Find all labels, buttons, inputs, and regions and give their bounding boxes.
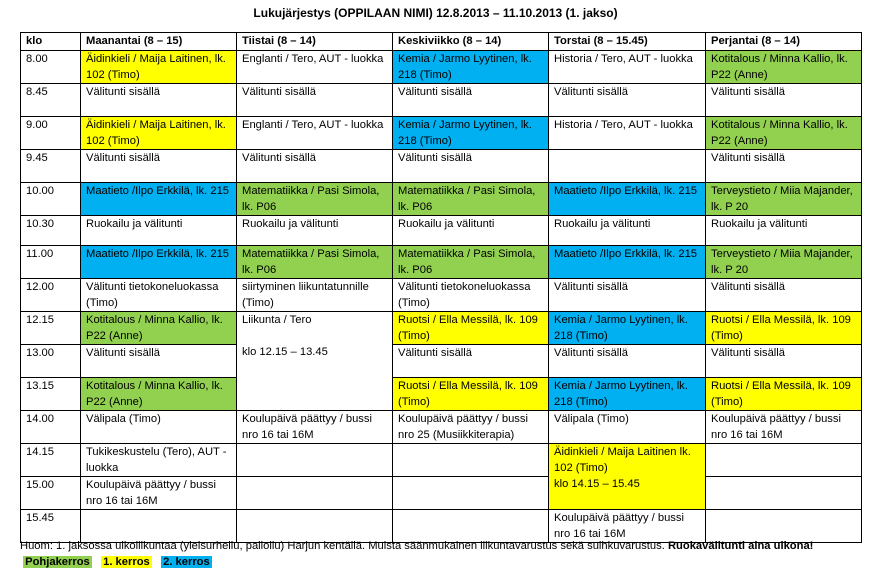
lesson-cell: Matematiikka / Pasi Simola, lk. P06	[393, 246, 549, 279]
lesson-cell: Matematiikka / Pasi Simola, lk. P06	[237, 246, 393, 279]
lesson-cell: Terveystieto / Miia Majander, lk. P 20	[706, 246, 862, 279]
end-cell: Koulupäivä päättyy / bussi nro 16 tai 16M	[237, 411, 393, 444]
lunch-cell: Ruokailu ja välitunti	[393, 216, 549, 246]
time-cell: 10.30	[21, 216, 81, 246]
legend-ground-floor: Pohjakerros	[25, 556, 90, 568]
lesson-cell: Kemia / Jarmo Lyytinen, lk. 218 (Timo)	[393, 51, 549, 84]
table-row	[21, 117, 862, 150]
break-cell: Välitunti tietokoneluokassa (Timo)	[393, 279, 549, 312]
liikunta-time: klo 12.15 – 13.45	[242, 346, 328, 358]
end-cell: Koulupäivä päättyy / bussi nro 16 tai 16M	[81, 477, 237, 510]
table-row	[21, 183, 862, 216]
break-cell: Välitunti sisällä	[706, 279, 862, 312]
lesson-cell: Terveystieto / Miia Majander, lk. P 20	[706, 183, 862, 216]
lesson-cell: Kotitalous / Minna Kallio, lk. P22 (Anne)	[706, 51, 862, 84]
table-row	[21, 411, 862, 444]
lesson-cell: Ruotsi / Ella Messilä, lk. 109 (Timo)	[393, 312, 549, 345]
break-cell: Välitunti sisällä	[237, 150, 393, 183]
lesson-cell: Historia / Tero, AUT - luokka	[549, 117, 706, 150]
lesson-cell: Maatieto /Ilpo Erkkilä, lk. 215	[81, 183, 237, 216]
break-cell: Välitunti sisällä	[393, 150, 549, 183]
legend-first-floor: 1. kerros	[103, 556, 150, 568]
footer-bold-note: Ruokavälitunti aina ulkona!	[667, 540, 814, 552]
lesson-cell: Historia / Tero, AUT - luokka	[549, 51, 706, 84]
lunch-cell: Ruokailu ja välitunti	[81, 216, 237, 246]
time-cell: 14.15	[21, 444, 81, 477]
lesson-cell: Ruotsi / Ella Messilä, lk. 109 (Timo)	[706, 378, 862, 411]
empty-cell	[237, 477, 393, 510]
header-klo: klo	[21, 33, 81, 51]
header-friday: Perjantai (8 – 14)	[706, 33, 862, 51]
lesson-cell: Kotitalous / Minna Kallio, lk. P22 (Anne)	[81, 378, 237, 411]
break-cell: Välitunti sisällä	[549, 84, 706, 117]
time-cell: 8.45	[21, 84, 81, 117]
aidinkieli-time: klo 14.15 – 15.45	[554, 478, 640, 490]
break-cell: Välitunti sisällä	[81, 84, 237, 117]
time-cell: 14.00	[21, 411, 81, 444]
table-row	[21, 312, 862, 345]
end-cell: Koulupäivä päättyy / bussi nro 25 (Musiikkiterapia)	[393, 411, 549, 444]
lesson-cell: Kemia / Jarmo Lyytinen, lk. 218 (Timo)	[549, 312, 706, 345]
lunch-cell: Ruokailu ja välitunti	[549, 216, 706, 246]
lesson-cell: Maatieto /Ilpo Erkkilä, lk. 215	[81, 246, 237, 279]
time-cell: 11.00	[21, 246, 81, 279]
time-cell: 13.15	[21, 378, 81, 411]
lesson-cell: Maatieto /Ilpo Erkkilä, lk. 215	[549, 246, 706, 279]
header-tuesday: Tiistai (8 – 14)	[237, 33, 393, 51]
break-cell: Välitunti sisällä	[706, 345, 862, 378]
schedule-table	[20, 32, 862, 543]
snack-cell: Välipala (Timo)	[81, 411, 237, 444]
lesson-cell-aidinkieli-thursday	[549, 444, 706, 510]
table-row	[21, 216, 862, 246]
header-row	[21, 33, 862, 51]
table-row	[21, 345, 862, 378]
liikunta-label: Liikunta / Tero	[242, 314, 312, 326]
lesson-cell: Kemia / Jarmo Lyytinen, lk. 218 (Timo)	[549, 378, 706, 411]
time-cell: 8.00	[21, 51, 81, 84]
end-cell: Koulupäivä päättyy / bussi nro 16 tai 16M	[549, 510, 706, 543]
lunch-cell: Ruokailu ja välitunti	[237, 216, 393, 246]
header-monday: Maanantai (8 – 15)	[81, 33, 237, 51]
empty-cell	[237, 444, 393, 477]
time-cell: 10.00	[21, 183, 81, 216]
break-cell: Välitunti sisällä	[706, 84, 862, 117]
break-cell: Välitunti sisällä	[549, 345, 706, 378]
table-row	[21, 84, 862, 117]
page-title: Lukujärjestys (OPPILAAN NIMI) 12.8.2013 – 11.10.2013 (1. jakso)	[253, 6, 618, 20]
table-row	[21, 246, 862, 279]
break-cell: Välitunti sisällä	[81, 345, 237, 378]
lunch-cell: Ruokailu ja välitunti	[706, 216, 862, 246]
legend-second-floor: 2. kerros	[163, 556, 210, 568]
aidinkieli-label: Äidinkieli / Maija Laitinen lk. 102 (Timo)	[554, 446, 691, 474]
table-row	[21, 444, 862, 477]
break-cell: Välitunti tietokoneluokassa (Timo)	[81, 279, 237, 312]
table-row	[21, 477, 862, 510]
lesson-cell: Kemia / Jarmo Lyytinen, lk. 218 (Timo)	[393, 117, 549, 150]
break-cell: Välitunti sisällä	[706, 150, 862, 183]
time-cell: 15.45	[21, 510, 81, 543]
break-cell: siirtyminen liikuntatunnille (Timo)	[237, 279, 393, 312]
break-cell: Välitunti sisällä	[393, 345, 549, 378]
table-row	[21, 150, 862, 183]
break-cell: Välitunti sisällä	[549, 279, 706, 312]
lesson-cell: Matematiikka / Pasi Simola, lk. P06	[237, 183, 393, 216]
lesson-cell: Tukikeskustelu (Tero), AUT - luokka	[81, 444, 237, 477]
lesson-cell: Äidinkieli / Maija Laitinen, lk. 102 (Timo)	[81, 51, 237, 84]
table-row	[21, 51, 862, 84]
break-cell: Välitunti sisällä	[237, 84, 393, 117]
empty-cell	[706, 444, 862, 477]
time-cell: 13.00	[21, 345, 81, 378]
empty-cell	[393, 444, 549, 477]
lesson-cell: Kotitalous / Minna Kallio, lk. P22 (Anne)	[81, 312, 237, 345]
time-cell: 15.00	[21, 477, 81, 510]
break-cell: Välitunti sisällä	[393, 84, 549, 117]
empty-cell	[393, 477, 549, 510]
break-cell: Välitunti sisällä	[81, 150, 237, 183]
footer-note	[20, 538, 860, 570]
snack-cell: Välipala (Timo)	[549, 411, 706, 444]
empty-cell	[549, 150, 706, 183]
time-cell: 9.45	[21, 150, 81, 183]
empty-cell	[706, 477, 862, 510]
lesson-cell: Englanti / Tero, AUT - luokka	[237, 117, 393, 150]
time-cell: 12.00	[21, 279, 81, 312]
lesson-cell: Ruotsi / Ella Messilä, lk. 109 (Timo)	[706, 312, 862, 345]
lesson-cell-liikunta	[237, 312, 393, 411]
time-cell: 9.00	[21, 117, 81, 150]
time-cell: 12.15	[21, 312, 81, 345]
table-row	[21, 279, 862, 312]
header-thursday: Torstai (8 – 15.45)	[549, 33, 706, 51]
header-wednesday: Keskiviikko (8 – 14)	[393, 33, 549, 51]
lesson-cell: Äidinkieli / Maija Laitinen, lk. 102 (Timo)	[81, 117, 237, 150]
lesson-cell: Matematiikka / Pasi Simola, lk. P06	[393, 183, 549, 216]
lesson-cell: Ruotsi / Ella Messilä, lk. 109 (Timo)	[393, 378, 549, 411]
table-row	[21, 378, 862, 411]
lesson-cell: Englanti / Tero, AUT - luokka	[237, 51, 393, 84]
lesson-cell: Maatieto /Ilpo Erkkilä, lk. 215	[549, 183, 706, 216]
footer-text: Huom: 1. jaksossa ulkoliikuntaa (yleisurheilu, palloilu) Harjun kentällä. Muista säänmukainen liikuntavarustus sekä suihkuvarustus.	[20, 540, 665, 552]
lesson-cell: Kotitalous / Minna Kallio, lk. P22 (Anne)	[706, 117, 862, 150]
end-cell: Koulupäivä päättyy / bussi nro 16 tai 16M	[706, 411, 862, 444]
